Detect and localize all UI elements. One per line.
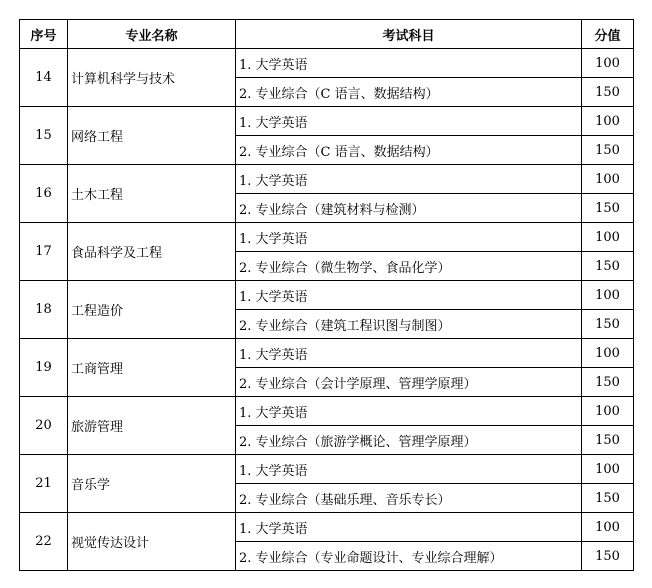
- score-cell: 150: [582, 194, 634, 223]
- score-cell: 100: [582, 513, 634, 542]
- subject-cell: 1. 大学英语: [236, 281, 582, 310]
- score-cell: 150: [582, 368, 634, 397]
- major-name: 工商管理: [68, 339, 236, 397]
- header-major: 专业名称: [68, 20, 236, 49]
- row-number: 18: [20, 281, 68, 339]
- score-cell: 100: [582, 455, 634, 484]
- subject-cell: 2. 专业综合（旅游学概论、管理学原理）: [236, 426, 582, 455]
- subject-cell: 1. 大学英语: [236, 339, 582, 368]
- subject-cell: 1. 大学英语: [236, 223, 582, 252]
- subject-cell: 2. 专业综合（建筑材料与检测）: [236, 194, 582, 223]
- row-number: 14: [20, 49, 68, 107]
- score-cell: 150: [582, 484, 634, 513]
- row-number: 15: [20, 107, 68, 165]
- subject-cell: 2. 专业综合（专业命题设计、专业综合理解）: [236, 542, 582, 571]
- exam-subjects-table: [19, 19, 634, 571]
- score-cell: 150: [582, 136, 634, 165]
- score-cell: 100: [582, 397, 634, 426]
- score-cell: 100: [582, 165, 634, 194]
- score-cell: 100: [582, 49, 634, 78]
- table-row: [20, 107, 634, 136]
- score-cell: 100: [582, 339, 634, 368]
- table-header-row: [20, 20, 634, 49]
- row-number: 16: [20, 165, 68, 223]
- table-row: [20, 223, 634, 252]
- subject-cell: 2. 专业综合（建筑工程识图与制图）: [236, 310, 582, 339]
- exam-subjects-table-container: [19, 19, 634, 571]
- major-name: 计算机科学与技术: [68, 49, 236, 107]
- row-number: 20: [20, 397, 68, 455]
- score-cell: 100: [582, 281, 634, 310]
- subject-cell: 1. 大学英语: [236, 513, 582, 542]
- score-cell: 150: [582, 426, 634, 455]
- subject-cell: 1. 大学英语: [236, 165, 582, 194]
- row-number: 21: [20, 455, 68, 513]
- score-cell: 150: [582, 252, 634, 281]
- score-cell: 150: [582, 310, 634, 339]
- header-no: 序号: [20, 20, 68, 49]
- table-row: [20, 513, 634, 542]
- major-name: 视觉传达设计: [68, 513, 236, 571]
- major-name: 工程造价: [68, 281, 236, 339]
- subject-cell: 1. 大学英语: [236, 455, 582, 484]
- subject-cell: 2. 专业综合（C 语言、数据结构）: [236, 136, 582, 165]
- major-name: 旅游管理: [68, 397, 236, 455]
- score-cell: 150: [582, 78, 634, 107]
- subject-cell: 1. 大学英语: [236, 107, 582, 136]
- score-cell: 100: [582, 107, 634, 136]
- header-subjects: 考试科目: [236, 20, 582, 49]
- table-row: [20, 49, 634, 78]
- subject-cell: 2. 专业综合（C 语言、数据结构）: [236, 78, 582, 107]
- subject-cell: 1. 大学英语: [236, 397, 582, 426]
- table-row: [20, 165, 634, 194]
- major-name: 土木工程: [68, 165, 236, 223]
- row-number: 17: [20, 223, 68, 281]
- subject-cell: 2. 专业综合（基础乐理、音乐专长）: [236, 484, 582, 513]
- subject-cell: 2. 专业综合（微生物学、食品化学）: [236, 252, 582, 281]
- major-name: 网络工程: [68, 107, 236, 165]
- score-cell: 150: [582, 542, 634, 571]
- row-number: 19: [20, 339, 68, 397]
- table-row: [20, 455, 634, 484]
- table-row: [20, 397, 634, 426]
- header-score: 分值: [582, 20, 634, 49]
- row-number: 22: [20, 513, 68, 571]
- subject-cell: 1. 大学英语: [236, 49, 582, 78]
- subject-cell: 2. 专业综合（会计学原理、管理学原理）: [236, 368, 582, 397]
- major-name: 音乐学: [68, 455, 236, 513]
- major-name: 食品科学及工程: [68, 223, 236, 281]
- score-cell: 100: [582, 223, 634, 252]
- table-row: [20, 281, 634, 310]
- table-row: [20, 339, 634, 368]
